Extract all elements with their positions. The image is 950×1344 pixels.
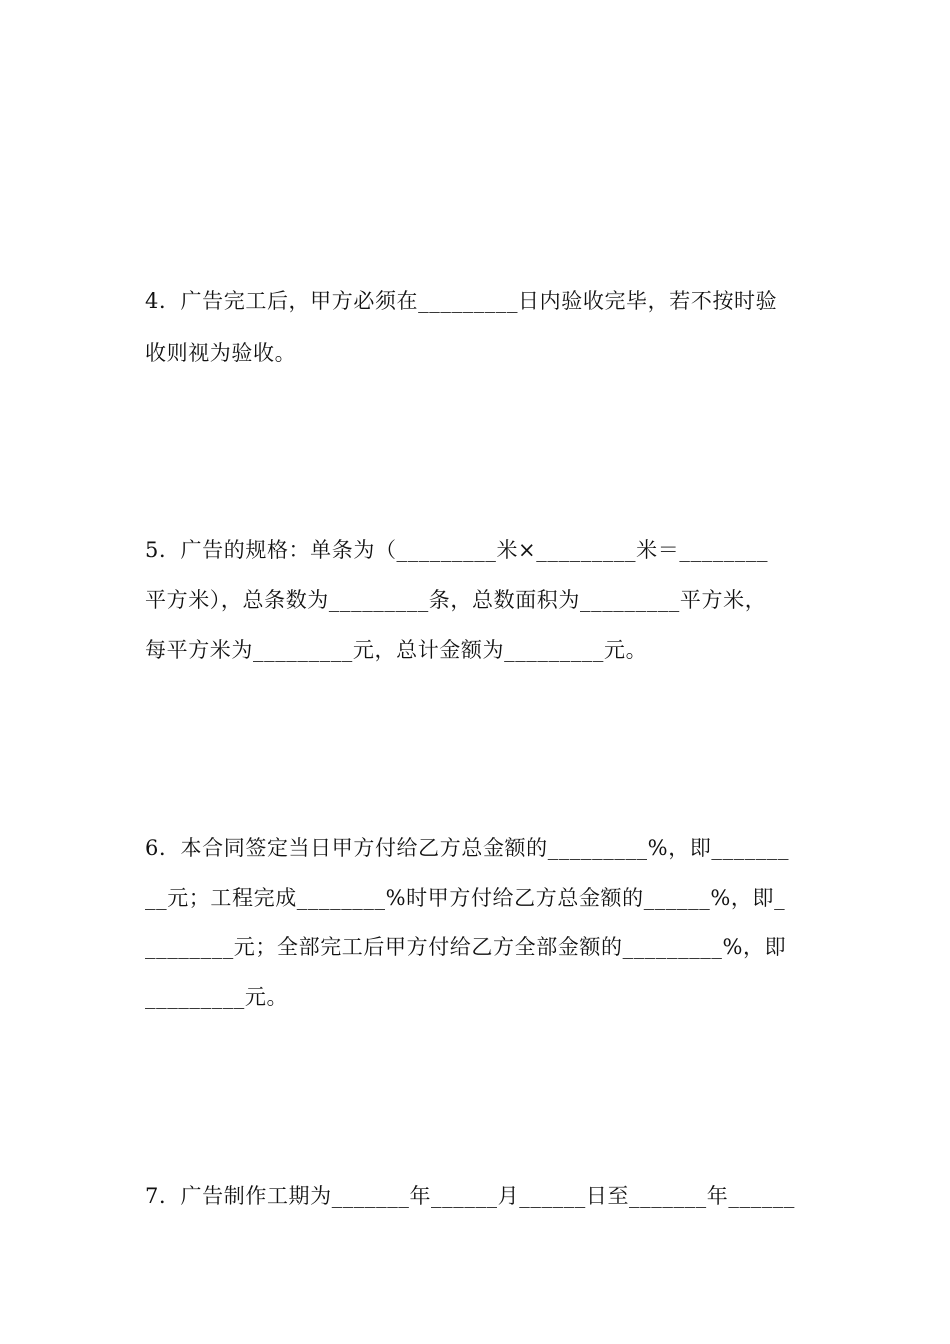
clause-6-line-4: _________元。 [145,985,289,1009]
clause-5-line-3: 每平方米为_________元，总计金额为_________元。 [145,638,648,662]
clause-6-line-1: 6．本合同签定当日甲方付给乙方总金额的_________%，即_______ [145,836,790,860]
clause-4-line-2: 收则视为验收。 [145,341,297,365]
clause-4-line-1: 4．广告完工后，甲方必须在_________日内验收完毕，若不按时验 [145,289,778,313]
clause-5-line-2: 平方米），总条数为_________条，总数面积为_________平方米， [145,588,767,612]
clause-6-line-3: ________元；全部完工后甲方付给乙方全部金额的_________%，即 [145,935,787,959]
clause-5-line-1: 5．广告的规格：单条为（_________米×_________米＝________ [145,538,769,562]
clause-7-line-1: 7．广告制作工期为_______年______月______日至_______年______ [145,1184,795,1208]
clause-6-line-2: __元；工程完成________%时甲方付给乙方总金额的______%，即_ [145,886,786,910]
